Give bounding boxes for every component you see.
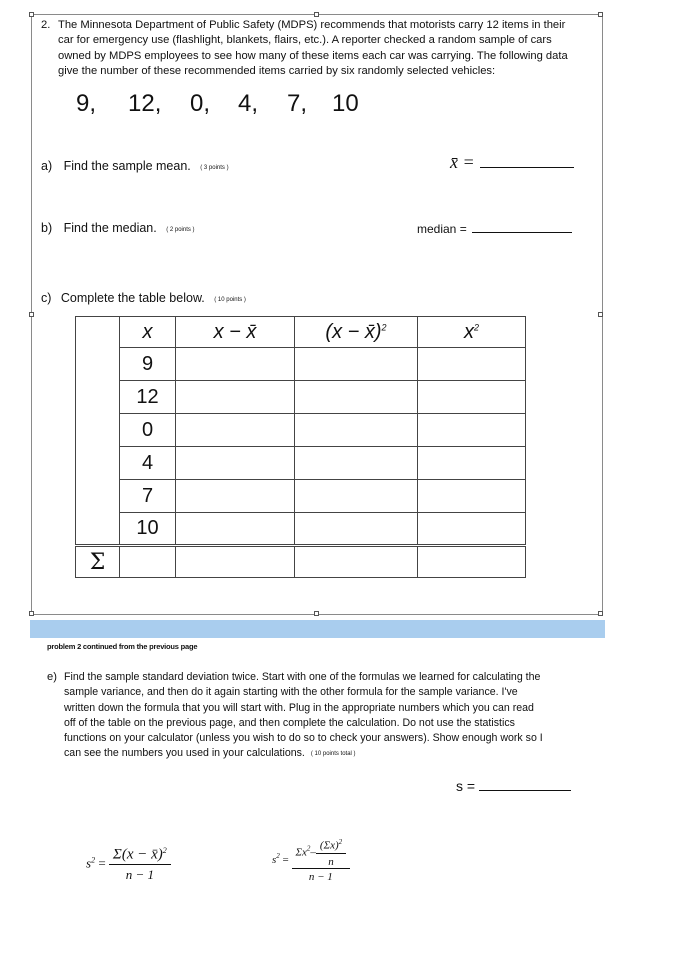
header-x-squared: $x^2$	[418, 317, 526, 348]
resize-handle[interactable]	[598, 611, 603, 616]
header-squared-deviation: (x − x̄)$^2$	[295, 317, 418, 348]
table-cell-empty[interactable]	[176, 381, 295, 414]
median-answer-blank[interactable]	[472, 221, 572, 233]
problem-text: The Minnesota Department of Public Safety (MDPS) recommends that motorists carry 12 items in their car for emergency use (flashlight, blankets, flairs, etc.). A reporter checked a random sample of cars owned by MDPS employees to see how many of these items each car was carrying. The following data give the number of these recommended items carried by six randomly selected vehicles:	[58, 19, 568, 77]
resize-handle[interactable]	[314, 12, 319, 17]
table-cell-empty[interactable]	[418, 546, 526, 578]
table-cell-empty[interactable]	[176, 480, 295, 513]
formula-computational: $s^2$ = $\Sigma x^2-$ $\frac{(\Sigma x)^2}{n}$ n − 1	[272, 838, 350, 883]
table-cell-empty[interactable]	[295, 348, 418, 381]
part-a: a) Find the sample mean. ( 3 points )	[41, 159, 229, 173]
table-cell-empty[interactable]	[176, 414, 295, 447]
resize-handle[interactable]	[598, 312, 603, 317]
table-cell-empty[interactable]	[418, 447, 526, 480]
mean-answer: x̄ =	[450, 152, 574, 173]
continued-note: problem 2 continued from the previous page	[47, 642, 198, 651]
table-cell-empty[interactable]	[295, 414, 418, 447]
resize-handle[interactable]	[29, 611, 34, 616]
table-cell-empty[interactable]	[418, 348, 526, 381]
table-cell-empty[interactable]	[176, 513, 295, 546]
std-dev-answer-blank[interactable]	[479, 776, 571, 791]
part-b: b) Find the median. ( 2 points )	[41, 221, 195, 235]
table-cell-empty[interactable]	[176, 546, 295, 578]
table-cell-empty[interactable]	[418, 480, 526, 513]
resize-handle[interactable]	[314, 611, 319, 616]
page-divider-bar	[30, 620, 605, 638]
mean-answer-blank[interactable]	[480, 156, 574, 168]
table-cell-empty[interactable]	[176, 447, 295, 480]
part-c: c) Complete the table below. ( 10 points )	[41, 291, 246, 305]
table-cell-empty[interactable]	[295, 381, 418, 414]
table-cell-x: 10	[120, 513, 176, 546]
table-corner	[76, 317, 120, 348]
table-cell-empty[interactable]	[295, 513, 418, 546]
table-cell-empty[interactable]	[176, 348, 295, 381]
table-cell-empty[interactable]	[120, 546, 176, 578]
table-cell-empty[interactable]	[295, 447, 418, 480]
median-answer: median =	[417, 221, 572, 236]
header-x: x	[120, 317, 176, 348]
resize-handle[interactable]	[598, 12, 603, 17]
formula-definitional: $s^2$ = $\frac{\Sigma(x - x̄)^2}{n - 1}$	[86, 846, 171, 883]
resize-handle[interactable]	[29, 312, 34, 317]
table-cell-x: 7	[120, 480, 176, 513]
table-cell-x: 0	[120, 414, 176, 447]
table-cell-x: 12	[120, 381, 176, 414]
part-e-text: Find the sample standard deviation twice. Start with one of the formulas we learned for calculating the sample variance, and then do it again starting with the other formula for the sample variance. I've written down the formula that you will start with. Plug in the appropriate numbers which you can read off of the table on the previous page, and then complete the calculation. Do not use the statistics functions on your calculator (unless you wish to do so to check your answers). Show enough work so I can see the numbers you used in your calculations. ( 10 points total )	[64, 671, 543, 760]
header-deviation: x − x̄	[176, 317, 295, 348]
table-cell-x: 4	[120, 447, 176, 480]
sigma-symbol: Σ	[76, 546, 120, 578]
side-blank	[76, 348, 120, 546]
table-cell-empty[interactable]	[295, 546, 418, 578]
data-table	[75, 316, 526, 578]
std-dev-answer: s =	[456, 776, 571, 794]
table-cell-empty[interactable]	[418, 513, 526, 546]
table-cell-x: 9	[120, 348, 176, 381]
resize-handle[interactable]	[29, 12, 34, 17]
problem-number: 2.	[41, 19, 51, 31]
table-cell-empty[interactable]	[418, 414, 526, 447]
table-cell-empty[interactable]	[295, 480, 418, 513]
part-e-label: e)	[47, 671, 57, 683]
table-cell-empty[interactable]	[418, 381, 526, 414]
